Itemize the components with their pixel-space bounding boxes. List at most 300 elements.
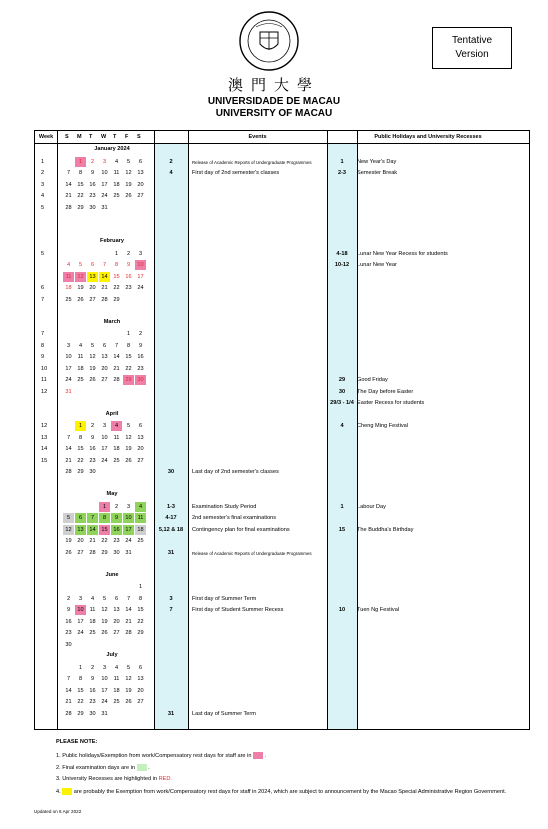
day-cell: 11: [77, 354, 84, 360]
day-cell: [87, 387, 98, 397]
day-cell: 5: [90, 342, 95, 349]
day-cell: [135, 467, 146, 477]
day-cell: 13: [137, 434, 144, 441]
day-cell: 23: [113, 538, 120, 544]
day-header: M: [77, 134, 82, 140]
calendar-row: [35, 340, 529, 352]
day-cell: 27: [77, 549, 84, 556]
day-cell: 20: [113, 618, 120, 625]
month-row: [35, 570, 529, 582]
calendar-row: [35, 512, 529, 524]
week-number: 10: [41, 365, 48, 372]
day-cell: 20: [137, 181, 144, 188]
tentative-label: Tentative Version: [451, 35, 493, 60]
day-cell: 30: [89, 469, 96, 475]
day-cell: 1: [99, 502, 110, 512]
event-date: 31: [167, 549, 175, 556]
day-cell: 1: [75, 421, 86, 431]
day-cell: 4: [114, 158, 119, 165]
calendar-row: [35, 156, 529, 168]
day-cell: [111, 203, 122, 213]
day-cell: 25: [113, 457, 120, 464]
week-number: 5: [41, 250, 45, 257]
day-cell: 25: [89, 630, 96, 636]
calendar-row: [35, 673, 529, 685]
calendar-row: [35, 708, 529, 720]
day-cell: 31: [125, 549, 132, 556]
day-cell: 4: [111, 421, 122, 431]
calendar-row: [35, 179, 529, 191]
holiday-date: 2-3: [337, 170, 347, 176]
day-cell: 29: [101, 549, 108, 556]
holiday-date: 29/3 - 1/4: [330, 400, 354, 406]
event-text: Last day of 2nd semester's classes: [192, 469, 279, 475]
day-cell: 14: [125, 607, 132, 613]
day-cell: 27: [113, 630, 120, 636]
green-swatch: [137, 764, 147, 771]
calendar-row: [35, 248, 529, 260]
note-3: [56, 776, 172, 782]
day-cell: 14: [99, 272, 110, 282]
university-english-name: UNIVERSITY OF MACAU: [215, 108, 333, 119]
day-cell: [111, 640, 122, 650]
calendar-row: [35, 282, 529, 294]
event-date: 2: [169, 158, 173, 165]
day-cell: 23: [65, 630, 72, 636]
day-cell: 16: [125, 273, 132, 280]
day-cell: 17: [101, 181, 108, 188]
day-cell: 2: [66, 595, 71, 602]
holiday-date: 29: [338, 377, 346, 383]
day-cell: 9: [138, 342, 143, 349]
calendar-row: [35, 328, 529, 340]
day-cell: 4: [135, 502, 146, 512]
day-cell: 13: [113, 607, 120, 613]
day-cell: 17: [77, 618, 84, 625]
holiday-text: New Year's Day: [357, 158, 397, 165]
calendar-row: [35, 167, 529, 179]
day-cell: 3: [102, 664, 107, 671]
day-cell: 22: [101, 538, 108, 544]
day-cell: 20: [77, 538, 84, 544]
day-cell: 20: [89, 285, 96, 291]
note-2: 2. Final examination days are in .: [56, 764, 150, 771]
day-cell: [99, 329, 110, 339]
note-4-num: 4.: [56, 788, 61, 795]
day-cell: 20: [101, 365, 108, 372]
day-cell: [63, 329, 74, 339]
event-date: 4-17: [165, 515, 177, 521]
day-cell: 14: [65, 446, 72, 452]
holiday-date: 30: [338, 388, 346, 395]
week-number: 15: [41, 457, 48, 464]
calendar-row: [35, 305, 529, 317]
day-cell: 15: [137, 607, 144, 613]
day-cell: [99, 582, 110, 592]
day-cell: 28: [113, 377, 120, 383]
day-cell: 11: [113, 170, 120, 176]
holiday-date: 15: [338, 526, 346, 533]
day-cell: [87, 582, 98, 592]
day-cell: 22: [125, 365, 132, 372]
day-cell: [75, 640, 86, 650]
day-cell: 29: [77, 710, 84, 717]
day-cell: 13: [137, 676, 144, 682]
event-date: 31: [167, 710, 175, 717]
calendar-row: [35, 386, 529, 398]
calendar-row: [35, 225, 529, 237]
day-cell: 14: [113, 354, 120, 360]
day-cell: 9: [90, 170, 95, 176]
week-number: 2: [41, 170, 45, 176]
day-cell: 9: [126, 262, 131, 268]
day-cell: 24: [125, 538, 132, 544]
calendar-row: [35, 351, 529, 363]
calendar-row: [35, 593, 529, 605]
calendar-row: [35, 581, 529, 593]
day-cell: [87, 329, 98, 339]
holiday-date: 4: [340, 423, 344, 429]
day-cell: 22: [137, 618, 144, 625]
day-cell: 3: [78, 595, 83, 602]
day-cell: 1: [114, 250, 119, 257]
day-cell: 15: [77, 687, 84, 694]
day-cell: 19: [101, 618, 108, 625]
day-cell: 26: [125, 457, 132, 464]
note-3-red: RED.: [158, 776, 172, 782]
day-cell: 23: [125, 285, 132, 291]
day-cell: 30: [89, 204, 96, 211]
day-cell: [123, 582, 134, 592]
holiday-text: The Buddha's Birthday: [357, 526, 414, 533]
calendar-row: [35, 374, 529, 386]
day-cell: 8: [78, 676, 83, 682]
day-cell: 12: [63, 525, 74, 535]
month-label: April: [105, 410, 119, 417]
day-cell: 1: [78, 664, 83, 671]
day-cell: 7: [66, 434, 71, 441]
day-cell: 13: [75, 525, 86, 535]
day-cell: [135, 548, 146, 558]
day-cell: 7: [114, 342, 119, 349]
day-cell: 3: [66, 342, 71, 349]
note-1: 1. Public holidays/Exemption from work/Compensatory rest days for staff are in .: [56, 752, 267, 759]
day-cell: 21: [65, 457, 72, 464]
day-cell: 30: [113, 549, 120, 556]
day-cell: [75, 582, 86, 592]
day-cell: 11: [113, 434, 120, 441]
day-cell: [63, 663, 74, 673]
day-cell: 28: [65, 204, 72, 211]
calendar-row: [35, 535, 529, 547]
pink-swatch: [253, 752, 263, 759]
day-cell: 21: [113, 365, 120, 372]
holiday-date: 10: [338, 607, 346, 613]
day-cell: [135, 295, 146, 305]
holidays-header: Public Holidays and University Recesses: [374, 134, 482, 140]
day-cell: 17: [65, 365, 72, 372]
day-cell: 4: [78, 342, 83, 349]
day-cell: 3: [138, 250, 143, 257]
holiday-date: 1: [340, 158, 344, 165]
week-number: 4: [41, 193, 45, 199]
day-cell: 21: [65, 699, 72, 705]
day-cell: [111, 467, 122, 477]
day-cell: 10: [123, 513, 134, 523]
week-number: 14: [41, 446, 48, 452]
day-header: S: [65, 134, 69, 140]
month-label: March: [103, 318, 121, 325]
day-cell: 24: [137, 285, 144, 291]
day-cell: 15: [113, 273, 120, 280]
day-cell: 17: [101, 687, 108, 694]
day-cell: 2: [126, 250, 131, 257]
day-cell: 9: [90, 676, 95, 682]
calendar-row: [35, 294, 529, 306]
calendar-row: [35, 616, 529, 628]
day-cell: 7: [102, 262, 107, 268]
event-text: Contingency plan for final examinations: [192, 526, 290, 533]
day-cell: [123, 387, 134, 397]
day-cell: 25: [113, 699, 120, 705]
day-cell: 25: [137, 538, 144, 544]
day-cell: [99, 387, 110, 397]
day-cell: 27: [137, 193, 144, 199]
day-cell: [111, 582, 122, 592]
day-cell: 10: [101, 170, 108, 176]
day-cell: 19: [89, 365, 96, 372]
day-cell: 10: [65, 354, 72, 360]
day-cell: 7: [126, 595, 131, 602]
day-cell: 31: [65, 388, 72, 395]
day-cell: 26: [101, 630, 108, 636]
day-cell: 22: [77, 699, 84, 705]
day-cell: 28: [65, 469, 72, 475]
day-cell: [111, 329, 122, 339]
day-cell: 26: [125, 699, 132, 705]
holiday-text: Labour Day: [357, 503, 386, 510]
calendar-row: [35, 478, 529, 490]
calendar-row: [35, 501, 529, 513]
day-cell: 4: [90, 595, 95, 602]
week-number: 6: [41, 285, 45, 291]
event-date: 7: [169, 607, 173, 613]
day-cell: 29: [77, 469, 84, 475]
day-cell: 21: [89, 538, 96, 544]
calendar-row: [35, 432, 529, 444]
day-cell: 10: [101, 676, 108, 682]
day-cell: 7: [66, 170, 71, 176]
day-cell: 21: [101, 285, 108, 291]
day-cell: 2: [90, 423, 95, 429]
day-cell: 6: [75, 513, 86, 523]
day-cell: 8: [126, 342, 131, 349]
day-cell: [99, 467, 110, 477]
day-cell: [63, 421, 74, 431]
yellow-swatch: [62, 788, 72, 795]
day-cell: [135, 203, 146, 213]
day-cell: 6: [138, 664, 143, 671]
month-row: [35, 144, 529, 156]
day-cell: 17: [123, 525, 134, 535]
day-cell: 29: [137, 630, 144, 636]
day-cell: 10: [101, 434, 108, 441]
day-cell: 21: [125, 618, 132, 625]
day-cell: 11: [113, 676, 120, 682]
day-cell: 12: [101, 607, 108, 613]
day-cell: 9: [66, 607, 71, 613]
holiday-date: 1: [340, 503, 344, 510]
day-cell: [123, 709, 134, 719]
day-cell: 3: [102, 158, 107, 165]
note-4-text: are probably the Exemption from work/Compensatory rest days for staff in 2024, which are subject to announcement by the Macao Special Administrative Region Government.: [73, 788, 507, 795]
month-row: [35, 650, 529, 662]
calendar-row: [35, 363, 529, 375]
day-cell: 8: [78, 434, 83, 441]
day-cell: [99, 249, 110, 259]
week-number: 12: [41, 423, 48, 429]
day-cell: 11: [63, 272, 74, 282]
day-cell: 23: [89, 193, 96, 199]
day-cell: 7: [66, 676, 71, 682]
holiday-text: Tuen Ng Festival: [357, 607, 400, 613]
holiday-text: Good Friday: [357, 377, 388, 383]
day-cell: [135, 387, 146, 397]
month-row: [35, 236, 529, 248]
day-cell: 23: [89, 699, 96, 705]
day-cell: 23: [89, 457, 96, 464]
day-cell: 8: [99, 513, 110, 523]
day-cell: 2: [114, 503, 119, 510]
day-header: T: [89, 134, 93, 140]
calendar-row: [35, 604, 529, 616]
day-cell: 19: [65, 538, 72, 544]
day-cell: 18: [113, 181, 120, 188]
month-label: July: [106, 652, 118, 658]
holiday-text: Easter Recess for students: [357, 400, 425, 406]
month-row: [35, 409, 529, 421]
day-cell: 11: [135, 513, 146, 523]
day-cell: 27: [137, 457, 144, 464]
day-cell: 27: [101, 377, 108, 383]
day-cell: 19: [125, 446, 132, 452]
day-cell: 14: [65, 687, 72, 694]
calendar-table: [34, 130, 530, 730]
day-cell: 14: [87, 525, 98, 535]
holiday-date: 10-12: [334, 262, 350, 268]
day-cell: 5: [126, 664, 131, 671]
holiday-text: The Day before Easter: [357, 388, 414, 395]
day-cell: 30: [65, 641, 72, 648]
day-cell: 24: [101, 193, 108, 199]
calendar-row: [35, 627, 529, 639]
day-cell: 5: [126, 423, 131, 429]
day-cell: 18: [89, 618, 96, 625]
month-label: February: [100, 238, 124, 244]
day-cell: 15: [99, 525, 110, 535]
week-number: 13: [41, 434, 48, 441]
day-cell: 20: [137, 687, 144, 694]
day-cell: 6: [138, 158, 143, 165]
calendar-row: [35, 190, 529, 202]
day-cell: [111, 709, 122, 719]
updated-date: Updated on 6 Apr 2022: [34, 809, 82, 814]
day-cell: 27: [137, 699, 144, 705]
month-label: May: [106, 491, 118, 497]
day-cell: 18: [135, 525, 146, 535]
week-number: 8: [41, 342, 45, 349]
table-header-row: [35, 131, 529, 144]
holiday-text: Lunar New Year: [357, 262, 397, 268]
event-text: Last day of Summer Term: [192, 710, 256, 717]
day-cell: 5: [63, 513, 74, 523]
calendar-row: [35, 213, 529, 225]
day-cell: 28: [65, 710, 72, 717]
day-cell: 22: [77, 193, 84, 199]
event-text: First day of Student Summer Recess: [192, 607, 284, 613]
day-cell: [63, 249, 74, 259]
day-cell: 17: [101, 446, 108, 452]
day-cell: 10: [135, 260, 146, 270]
university-chinese-name: 澳門大學: [227, 76, 320, 94]
day-cell: 10: [75, 605, 86, 615]
university-portuguese-name: UNIVERSIDADE DE MACAU: [207, 96, 341, 107]
day-cell: 5: [126, 158, 131, 165]
day-cell: 1: [126, 331, 131, 337]
day-cell: [135, 709, 146, 719]
day-cell: 24: [65, 377, 72, 383]
event-date: 1-3: [166, 503, 176, 510]
day-cell: 29: [113, 296, 120, 303]
day-cell: [87, 249, 98, 259]
day-cell: 13: [101, 354, 108, 360]
event-text: Examination Study Period: [192, 503, 257, 510]
day-cell: 9: [90, 434, 95, 441]
day-cell: 6: [102, 342, 107, 349]
note-1-text: 1. Public holidays/Exemption from work/Compensatory rest days for staff are in: [56, 752, 252, 759]
day-cell: 11: [89, 607, 96, 613]
calendar-row: [35, 524, 529, 536]
event-date: 4: [169, 170, 173, 176]
day-cell: [75, 249, 86, 259]
day-cell: 18: [113, 446, 120, 452]
day-cell: 31: [101, 710, 108, 717]
day-cell: 28: [89, 549, 96, 556]
day-cell: 31: [101, 204, 108, 211]
day-cell: 26: [89, 377, 96, 383]
day-cell: 8: [78, 170, 83, 176]
day-cell: [63, 502, 74, 512]
calendar-row: [35, 547, 529, 559]
day-cell: 28: [125, 630, 132, 636]
day-cell: [123, 640, 134, 650]
calendar-row: [35, 420, 529, 432]
day-cell: 19: [125, 181, 132, 188]
day-cell: 4: [66, 262, 71, 268]
day-cell: 15: [125, 354, 132, 360]
day-cell: 23: [137, 365, 144, 372]
month-label: June: [105, 571, 119, 578]
day-cell: 25: [65, 296, 72, 303]
day-cell: 25: [113, 193, 120, 199]
events-header: Events: [248, 134, 267, 140]
day-cell: 22: [113, 285, 120, 291]
day-cell: 13: [137, 170, 144, 176]
day-cell: 2: [90, 158, 95, 165]
day-cell: 19: [77, 285, 84, 291]
week-number: 3: [41, 181, 45, 188]
day-cell: 29: [123, 375, 134, 385]
